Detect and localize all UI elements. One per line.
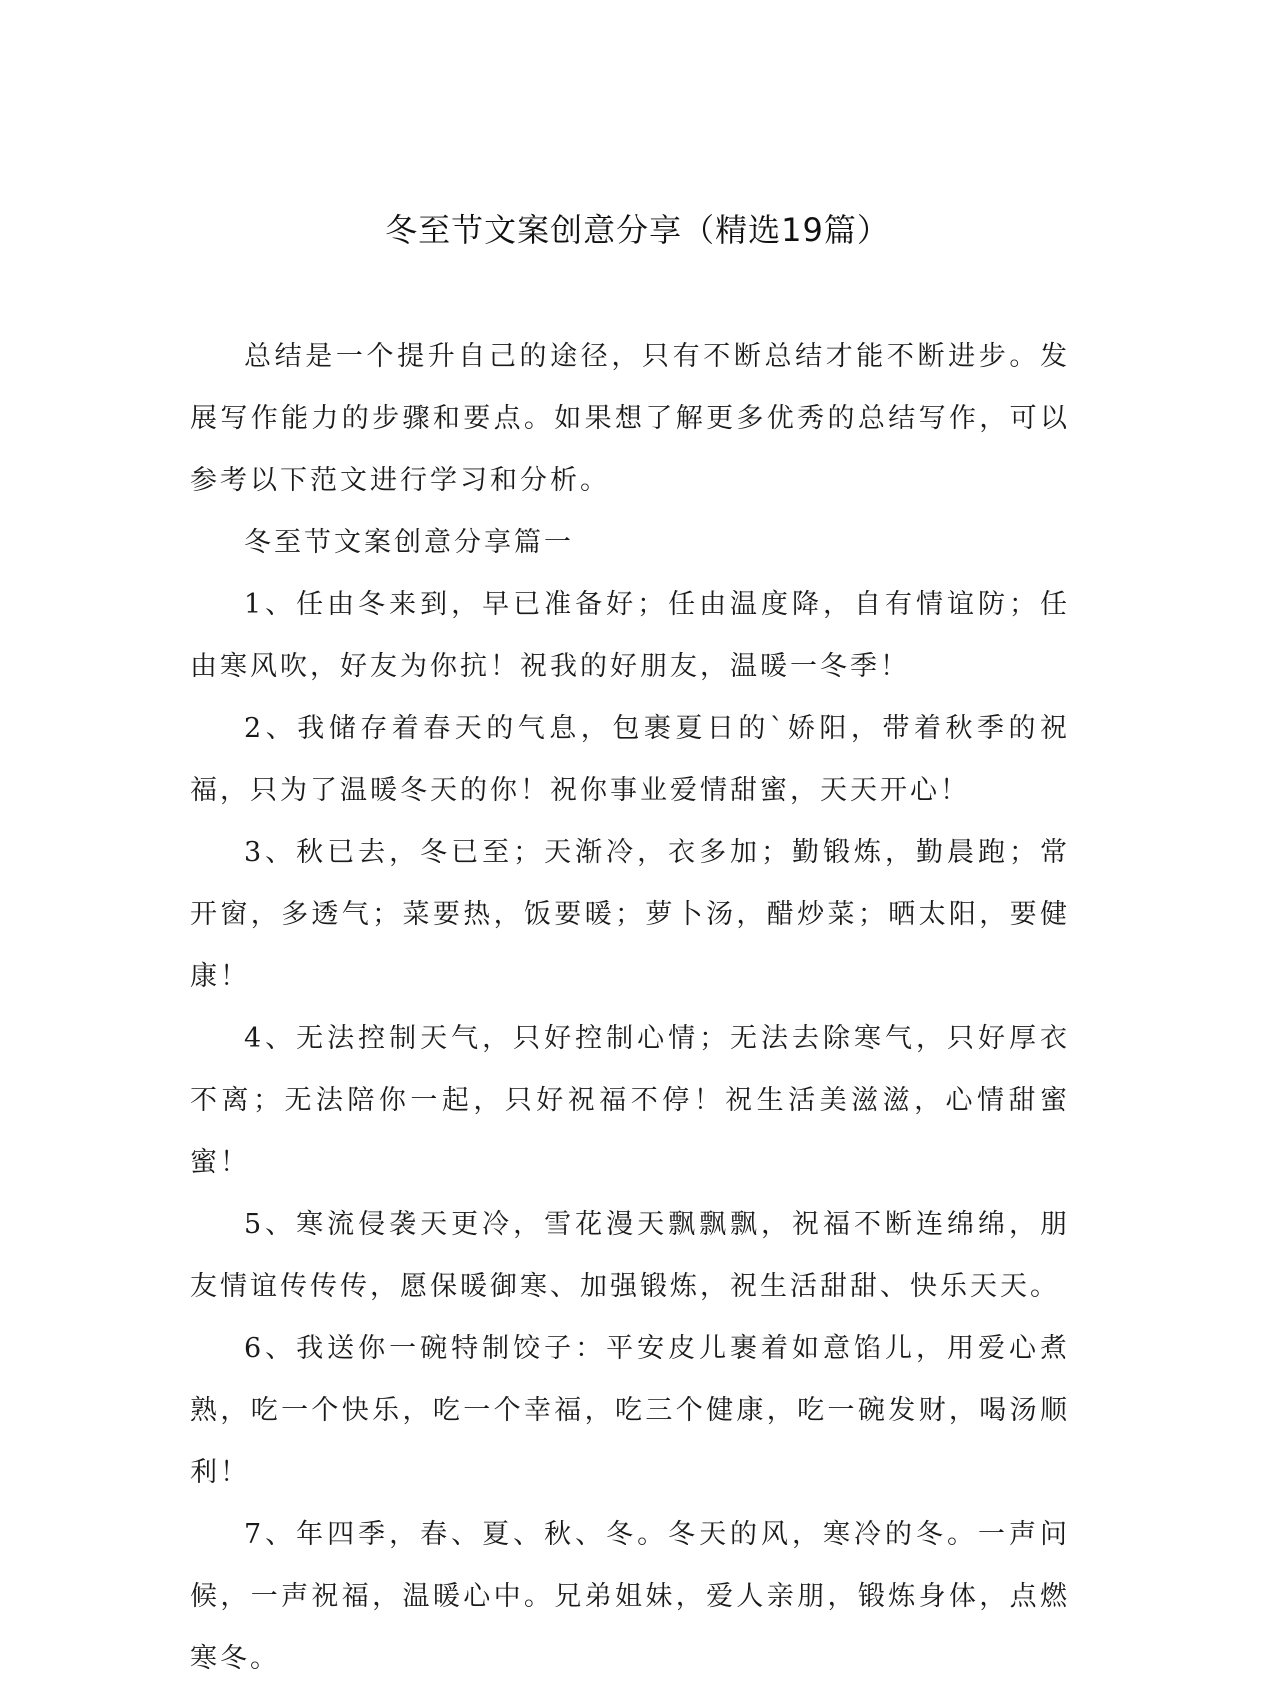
document-title: 冬至节文案创意分享（精选19篇） [385,211,890,249]
list-item-2: 2、我储存着春天的气息，包裹夏日的`娇阳，带着秋季的祝福，只为了温暖冬天的你！祝你事业爱情甜蜜，天天开心！ [190,713,1070,806]
document-body [190,326,1070,1690]
list-item-4: 4、无法控制天气，只好控制心情；无法去除寒气，只好厚衣不离；无法陪你一起，只好祝福不停！祝生活美滋滋，心情甜蜜蜜！ [190,1023,1070,1178]
list-item-7: 7、年四季，春、夏、秋、冬。冬天的风，寒冷的冬。一声问候，一声祝福，温暖心中。兄弟姐妹，爱人亲朋，锻炼身体，点燃寒冬。 [190,1519,1070,1674]
list-item-3: 3、秋已去，冬已至；天渐冷，衣多加；勤锻炼，勤晨跑；常开窗，多透气；菜要热，饭要暖；萝卜汤，醋炒菜；晒太阳，要健康！ [190,837,1070,992]
section-heading: 冬至节文案创意分享篇一 [244,527,574,558]
list-item-5: 5、寒流侵袭天更冷，雪花漫天飘飘飘，祝福不断连绵绵，朋友情谊传传传，愿保暖御寒、加强锻炼，祝生活甜甜、快乐天天。 [190,1209,1070,1302]
list-item-1: 1、任由冬来到，早已准备好；任由温度降，自有情谊防；任由寒风吹，好友为你抗！祝我的好朋友，温暖一冬季！ [190,589,1070,682]
intro-paragraph: 总结是一个提升自己的途径，只有不断总结才能不断进步。发展写作能力的步骤和要点。如果想了解更多优秀的总结写作，可以参考以下范文进行学习和分析。 [190,341,1070,496]
list-item-6: 6、我送你一碗特制饺子：平安皮儿裹着如意馅儿，用爱心煮熟，吃一个快乐，吃一个幸福，吃三个健康，吃一碗发财，喝汤顺利！ [190,1333,1070,1488]
